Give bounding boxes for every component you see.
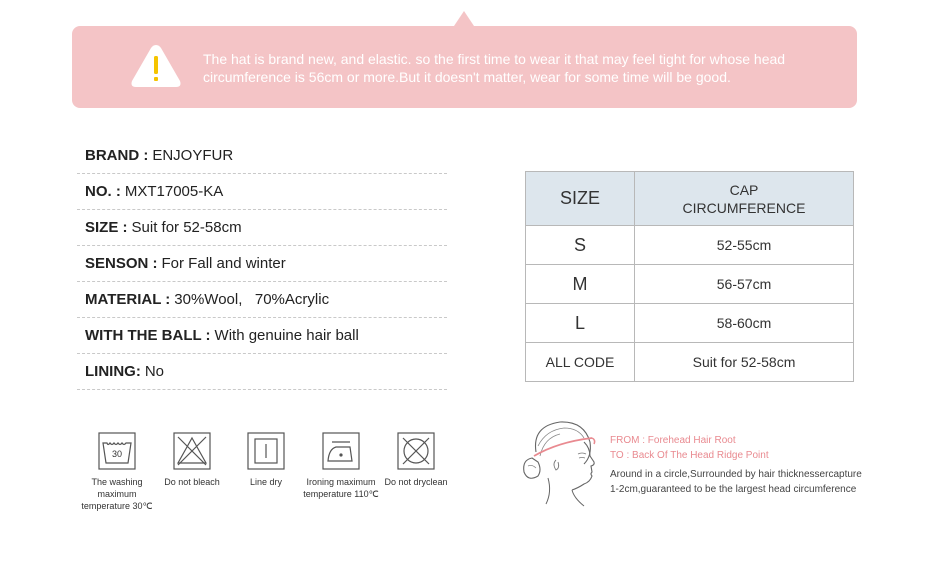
notice-text: The hat is brand new, and elastic. so the first time to wear it that may feel tight for whose head circumference is 56cm or more.But it doesn't matter, wear for some time will be good. bbox=[203, 51, 786, 85]
no-bleach-icon bbox=[173, 432, 211, 470]
header-circumference bbox=[635, 172, 854, 226]
spec-list bbox=[77, 138, 447, 390]
size-cell: S bbox=[526, 226, 635, 265]
circ-cell: Suit for 52-58cm bbox=[635, 343, 854, 382]
circ-cell: 58-60cm bbox=[635, 304, 854, 343]
care-label bbox=[76, 476, 158, 512]
spec-label: LINING: bbox=[85, 363, 141, 380]
measure-instructions bbox=[610, 433, 862, 497]
header-size: SIZE bbox=[526, 172, 635, 226]
spec-label: WITH THE BALL : bbox=[85, 327, 211, 344]
spec-value: MXT17005-KA bbox=[124, 183, 224, 200]
measure-to: TO : Back Of The Head Ridge Point bbox=[610, 450, 769, 461]
spec-row-brand bbox=[77, 138, 447, 174]
care-label: Do not dryclean bbox=[384, 477, 448, 487]
wash-line3: temperature 30℃ bbox=[81, 501, 153, 511]
care-bleach bbox=[158, 432, 226, 488]
spec-value: With genuine hair ball bbox=[214, 327, 359, 344]
iron-line2: temperature 110℃ bbox=[303, 489, 379, 499]
table-row bbox=[526, 343, 854, 382]
line-dry-icon bbox=[247, 432, 285, 470]
size-cell: ALL CODE bbox=[526, 343, 635, 382]
table-row bbox=[526, 265, 854, 304]
care-iron bbox=[300, 432, 382, 500]
size-cell: M bbox=[526, 265, 635, 304]
spec-value: Suit for 52-58cm bbox=[131, 219, 242, 236]
measure-desc bbox=[610, 467, 862, 497]
spec-row-ball bbox=[77, 318, 447, 354]
care-dryclean bbox=[380, 432, 452, 488]
spec-label: SENSON : bbox=[85, 255, 158, 272]
care-label bbox=[300, 476, 382, 500]
table-row bbox=[526, 304, 854, 343]
measure-desc-line2: 1-2cm,guaranteed to be the largest head circumference bbox=[610, 484, 857, 495]
header-circ-line2: CIRCUMFERENCE bbox=[682, 199, 806, 216]
spec-row-season bbox=[77, 246, 447, 282]
spec-value: ENJOYFUR bbox=[152, 147, 234, 164]
care-line-dry bbox=[238, 432, 294, 488]
spec-value: 30%Wool, 70%Acrylic bbox=[174, 291, 330, 308]
measure-from: FROM : Forehead Hair Root bbox=[610, 435, 736, 446]
care-label: Do not bleach bbox=[164, 477, 220, 487]
notice-pointer bbox=[454, 11, 474, 26]
spec-label: MATERIAL : bbox=[85, 291, 171, 308]
wash-line2: maximum bbox=[97, 489, 137, 499]
measure-desc-line1: Around in a circle,Surrounded by hair thicknessercapture bbox=[610, 469, 862, 480]
spec-value: No bbox=[144, 363, 165, 380]
iron-icon bbox=[322, 432, 360, 470]
spec-row-size bbox=[77, 210, 447, 246]
spec-row-lining bbox=[77, 354, 447, 390]
care-wash bbox=[76, 432, 158, 512]
spec-row-number bbox=[77, 174, 447, 210]
head-measure-illustration bbox=[518, 412, 603, 507]
iron-line1: Ironing maximum bbox=[306, 477, 376, 487]
spec-row-material bbox=[77, 282, 447, 318]
warning-icon bbox=[130, 43, 182, 89]
spec-value: For Fall and winter bbox=[161, 255, 286, 272]
table-row bbox=[526, 226, 854, 265]
spec-label: SIZE : bbox=[85, 219, 128, 236]
wash-30-icon bbox=[98, 432, 136, 470]
spec-label: NO. : bbox=[85, 183, 121, 200]
header-circ-line1: CAP bbox=[729, 181, 759, 198]
wash-temp-number: 30 bbox=[111, 449, 123, 459]
size-cell: L bbox=[526, 304, 635, 343]
size-table bbox=[525, 171, 854, 382]
care-label: Line dry bbox=[249, 477, 283, 487]
circ-cell: 52-55cm bbox=[635, 226, 854, 265]
no-dryclean-icon bbox=[397, 432, 435, 470]
spec-label: BRAND : bbox=[85, 147, 149, 164]
table-header-row bbox=[526, 172, 854, 226]
circ-cell: 56-57cm bbox=[635, 265, 854, 304]
wash-line1: The washing bbox=[91, 477, 143, 487]
